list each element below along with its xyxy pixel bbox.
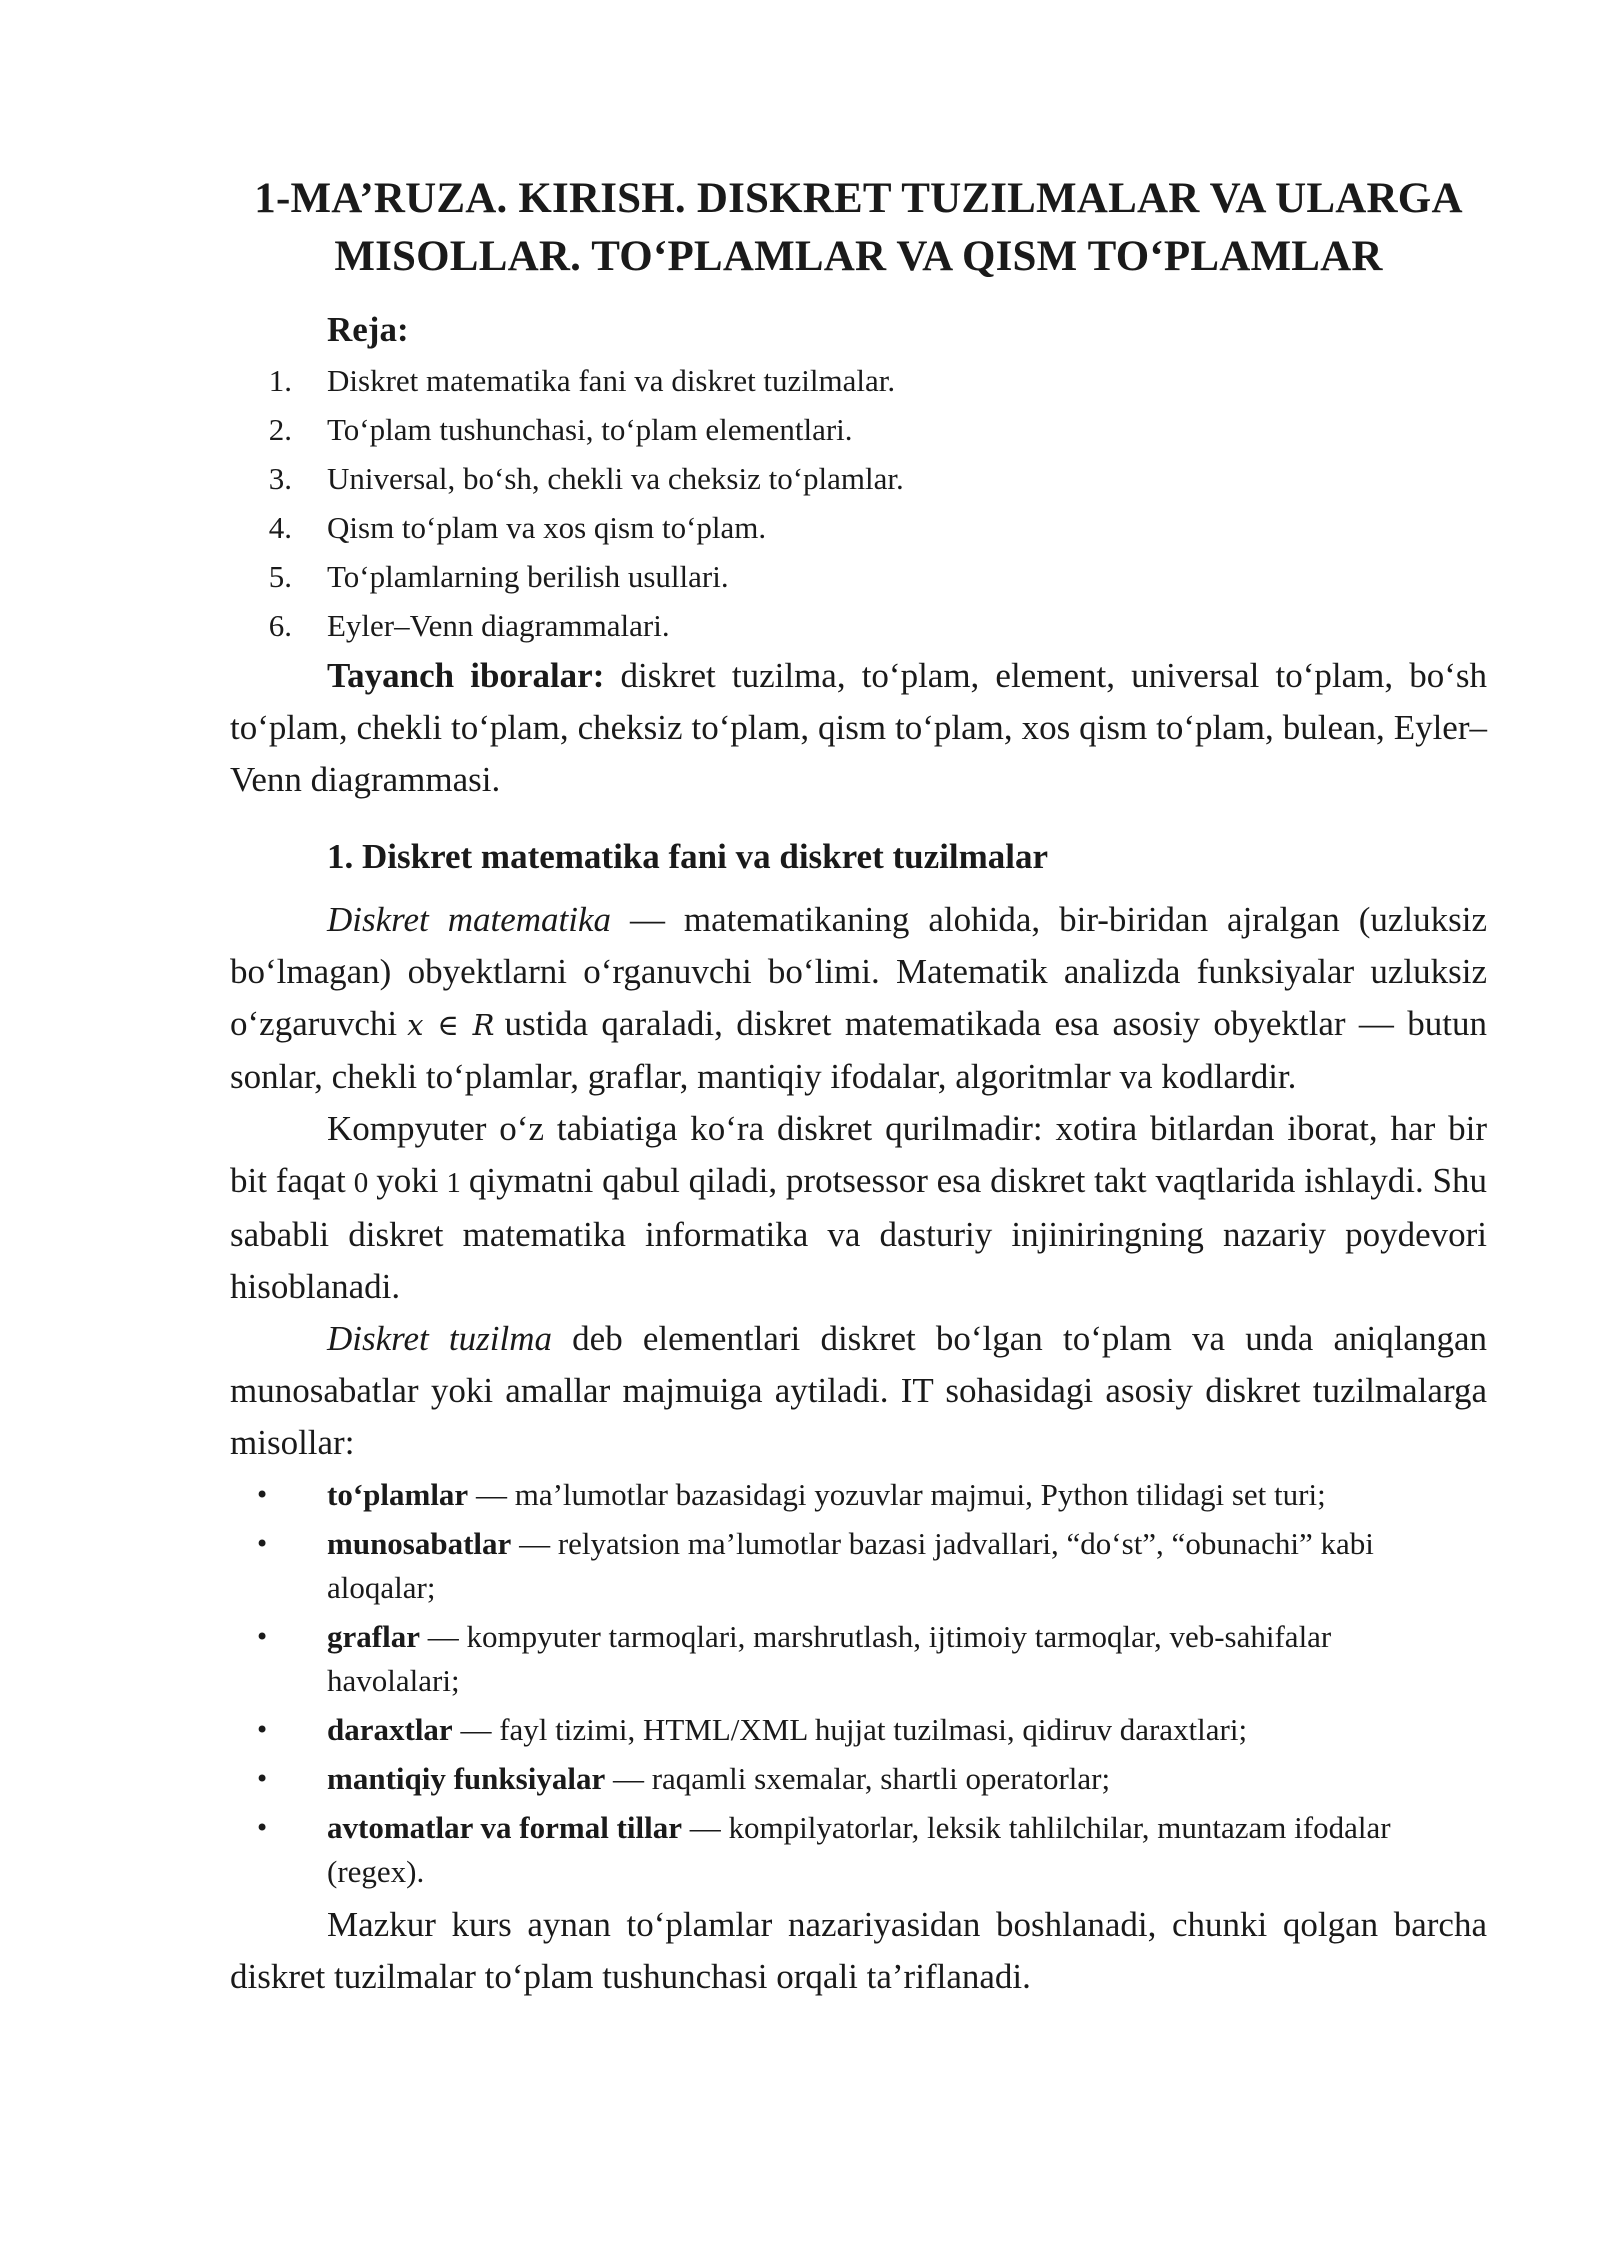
list-item-body xyxy=(292,1708,1487,1752)
lecture-title-line-2: MISOLLAR. TO‘PLAMLAR VA QISM TO‘PLAMLAR xyxy=(334,233,1383,280)
paragraph-text: qiymatni qabul qiladi, protsessor esa diskret takt vaqtlarida ishlaydi. Shu sababli diskret matematika informatika va dasturiy injiniringning nazariy poydevori hisoblanadi. xyxy=(230,1161,1487,1306)
plan-item xyxy=(230,356,1487,405)
list-item-text: — kompyuter tarmoqlari, marshrutlash, ijtimoiy tarmoqlar, veb-sahifalar havolalari; xyxy=(327,1619,1332,1698)
plan-item-number: 1. xyxy=(268,363,292,398)
bullet-icon: • xyxy=(255,1481,270,1509)
bullet-icon: • xyxy=(255,1623,270,1651)
plan-item-number: 2. xyxy=(268,412,292,447)
paragraph-text: — matematikaning alohida, bir-biridan ajralgan (uzluksiz bo‘lmagan) obyektlarni o‘rganuvchi bo‘limi. Matematik analizda funksiyalar uzluksiz o‘zgaruvchi xyxy=(230,900,1487,1043)
list-item-body xyxy=(292,1522,1487,1610)
list-item-text: — fayl tizimi, HTML/XML hujjat tuzilmasi, qidiruv daraxtlari; xyxy=(452,1712,1248,1747)
bullet-icon: • xyxy=(255,1716,270,1744)
list-item xyxy=(230,1757,1487,1801)
paragraph-text: yoki xyxy=(376,1161,439,1200)
plan-item xyxy=(230,405,1487,454)
plan-item-text: Eyler–Venn diagrammalari. xyxy=(327,608,670,643)
list-item-body xyxy=(292,1757,1487,1801)
lecture-title-line-1: 1-MA’RUZA. KIRISH. DISKRET TUZILMALAR VA ULARGA xyxy=(254,175,1463,222)
keywords-label: Tayanch iboralar: xyxy=(327,656,605,695)
digit-one: 1 xyxy=(446,1167,461,1199)
examples-list xyxy=(230,1473,1487,1894)
list-item-term: munosabatlar xyxy=(327,1526,512,1561)
plan-item xyxy=(230,503,1487,552)
list-item-term: mantiqiy funksiyalar xyxy=(327,1761,606,1796)
list-item-term: graflar xyxy=(327,1619,420,1654)
plan-item-number: 5. xyxy=(268,559,292,594)
plan-item-text: To‘plamlarning berilish usullari. xyxy=(327,559,729,594)
lecture-title xyxy=(230,170,1487,286)
list-item-text: — raqamli sxemalar, shartli operatorlar; xyxy=(605,1761,1111,1796)
plan-item-text: Universal, bo‘sh, chekli va cheksiz to‘plamlar. xyxy=(327,461,904,496)
list-item xyxy=(230,1473,1487,1517)
paragraph-discrete-math xyxy=(230,894,1487,1103)
document-page xyxy=(230,170,1487,2003)
list-item xyxy=(230,1806,1487,1894)
paragraph-course: Mazkur kurs aynan to‘plamlar nazariyasidan boshlanadi, chunki qolgan barcha diskret tuzilmalar to‘plam tushunchasi orqali ta’riflanadi. xyxy=(230,1905,1487,1996)
list-item-body xyxy=(292,1473,1487,1517)
bullet-icon: • xyxy=(255,1530,270,1558)
list-item-text: — relyatsion ma’lumotlar bazasi jadvallari, “do‘st”, “obunachi” kabi aloqalar; xyxy=(327,1526,1374,1605)
term-discrete-structure: Diskret tuzilma xyxy=(327,1319,552,1358)
plan-item-text: Diskret matematika fani va diskret tuzilmalar. xyxy=(327,363,896,398)
paragraph-computer xyxy=(230,1103,1487,1313)
list-item-term: avtomatlar va formal tillar xyxy=(327,1810,682,1845)
plan-item-number: 4. xyxy=(268,510,292,545)
keywords-text: diskret tuzilma, to‘plam, element, universal to‘plam, bo‘sh to‘plam, chekli to‘plam, cheksiz to‘plam, qism to‘plam, xos qism to‘plam, bulean, Eyler–Venn diagrammasi. xyxy=(230,656,1487,799)
plan-item-text: Qism to‘plam va xos qism to‘plam. xyxy=(327,510,767,545)
plan-item xyxy=(230,552,1487,601)
list-item-body xyxy=(292,1615,1487,1703)
list-item-text: — ma’lumotlar bazasidagi yozuvlar majmui, Python tilidagi set turi; xyxy=(468,1477,1326,1512)
plan-item-number: 3. xyxy=(268,461,292,496)
keywords-paragraph xyxy=(230,650,1487,806)
plan-list xyxy=(230,356,1487,650)
plan-item-number: 6. xyxy=(268,608,292,643)
list-item xyxy=(230,1615,1487,1703)
digit-zero: 0 xyxy=(353,1167,369,1199)
bullet-icon: • xyxy=(255,1814,270,1842)
list-item-term: to‘plamlar xyxy=(327,1477,469,1512)
paragraph-text: ustida qaraladi, diskret matematikada esa asosiy obyektlar — butun sonlar, chekli to‘plamlar, graflar, mantiqiy ifodalar, algoritmlar va kodlardir. xyxy=(230,1004,1488,1096)
term-discrete-math: Diskret matematika xyxy=(327,900,611,939)
list-item xyxy=(230,1708,1487,1752)
math-x-in-r: x ∈ R xyxy=(407,1008,495,1042)
list-item xyxy=(230,1522,1487,1610)
plan-heading: Reja: xyxy=(327,310,409,349)
paragraph-discrete-structure xyxy=(230,1313,1487,1469)
paragraph-text: deb elementlari diskret bo‘lgan to‘plam va unda aniqlangan munosabatlar yoki amallar majmuiga aytiladi. IT sohasidagi asosiy diskret tuzilmalarga misollar: xyxy=(230,1319,1487,1462)
plan-item xyxy=(230,601,1487,650)
plan-item-text: To‘plam tushunchasi, to‘plam elementlari. xyxy=(327,412,853,447)
list-item-text: — kompilyatorlar, leksik tahlilchilar, muntazam ifodalar (regex). xyxy=(327,1810,1391,1889)
list-item-term: daraxtlar xyxy=(327,1712,453,1747)
section-heading: 1. Diskret matematika fani va diskret tuzilmalar xyxy=(327,837,1049,876)
list-item-body xyxy=(292,1806,1487,1894)
bullet-icon: • xyxy=(255,1765,270,1793)
paragraph-text: Kompyuter o‘z tabiatiga ko‘ra diskret qurilmadir: xotira bitlardan iborat, har bir bit faqat xyxy=(230,1109,1487,1200)
plan-item xyxy=(230,454,1487,503)
